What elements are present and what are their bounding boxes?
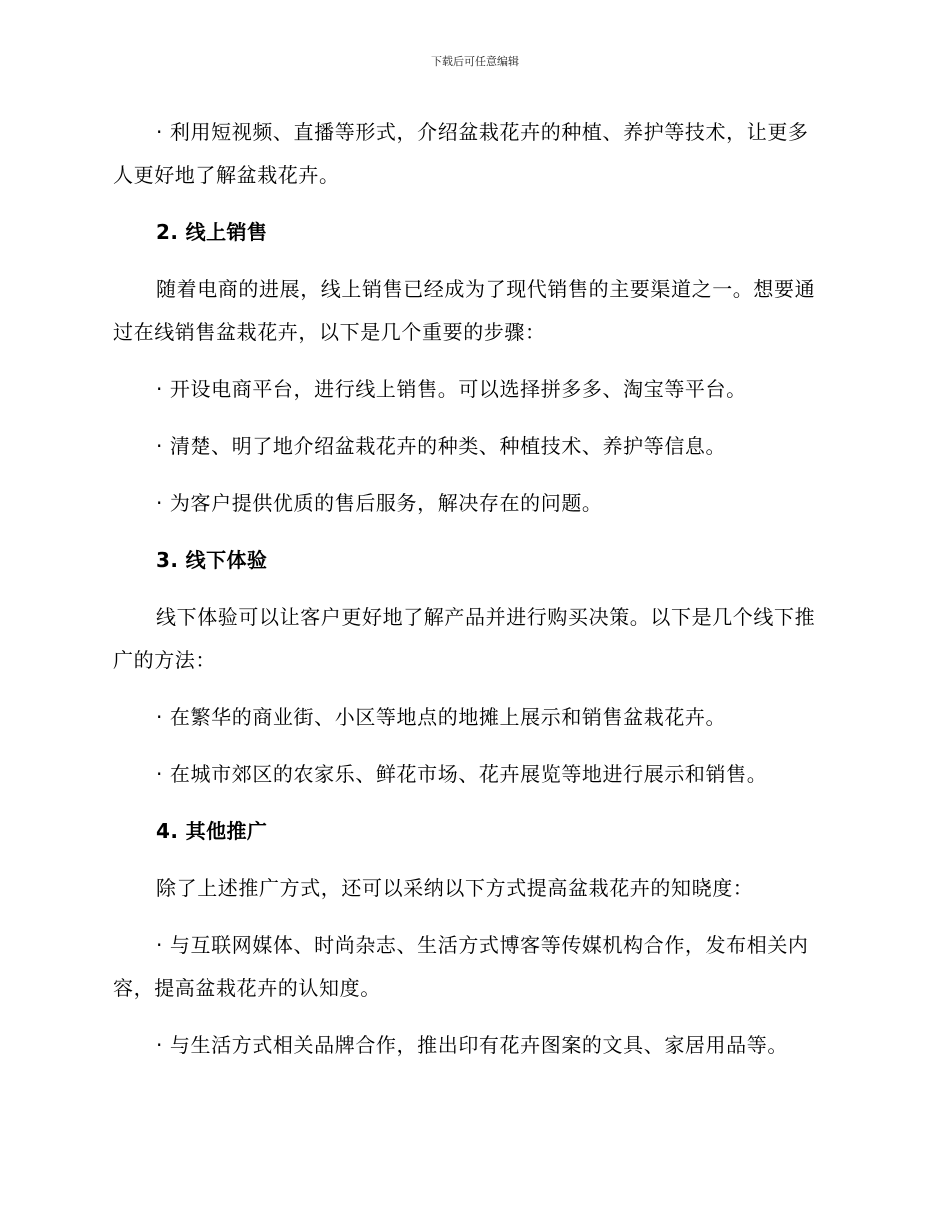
paragraph-bullet-street-stall: · 在繁华的商业街、小区等地点的地摊上展示和销售盆栽花卉。 [156, 705, 727, 729]
paragraph-offline-intro: 线下体验可以让客户更好地了解产品并进行购买决策。以下是几个线下推广的方法： [113, 605, 816, 672]
paragraph-online-sales-intro: 随着电商的进展，线上销售已经成为了现代销售的主要渠道之一。想要通过在线销售盆栽花卉，以下是几个重要的步骤： [113, 277, 816, 344]
section-heading-offline-experience: 3. 线下体验 [156, 548, 268, 572]
paragraph-bullet-after-sales: · 为客户提供优质的售后服务，解决存在的问题。 [156, 491, 603, 515]
section-heading-online-sales: 2. 线上销售 [156, 220, 268, 244]
paragraph-bullet-product-info: · 清楚、明了地介绍盆栽花卉的种类、种植技术、养护等信息。 [156, 434, 727, 458]
paragraph-bullet-short-video: · 利用短视频、直播等形式，介绍盆栽花卉的种植、养护等技术，让更多人更好地了解盆栽花卉。 [113, 120, 809, 187]
paragraph-bullet-brand-cooperation: · 与生活方式相关品牌合作，推出印有花卉图案的文具、家居用品等。 [156, 1033, 788, 1057]
section-heading-other-promotion: 4. 其他推广 [156, 819, 268, 843]
paragraph-other-promotion-intro: 除了上述推广方式，还可以采纳以下方式提高盆栽花卉的知晓度： [156, 876, 754, 900]
page-header: 下载后可任意编辑 [431, 55, 519, 68]
paragraph-bullet-suburban-venues: · 在城市郊区的农家乐、鲜花市场、花卉展览等地进行展示和销售。 [156, 762, 768, 786]
paragraph-bullet-ecommerce-platform: · 开设电商平台，进行线上销售。可以选择拼多多、淘宝等平台。 [156, 377, 747, 401]
document-body [113, 111, 828, 1067]
paragraph-bullet-media-cooperation: · 与互联网媒体、时尚杂志、生活方式博客等传媒机构合作，发布相关内容，提高盆栽花卉的认知度。 [113, 933, 809, 1000]
